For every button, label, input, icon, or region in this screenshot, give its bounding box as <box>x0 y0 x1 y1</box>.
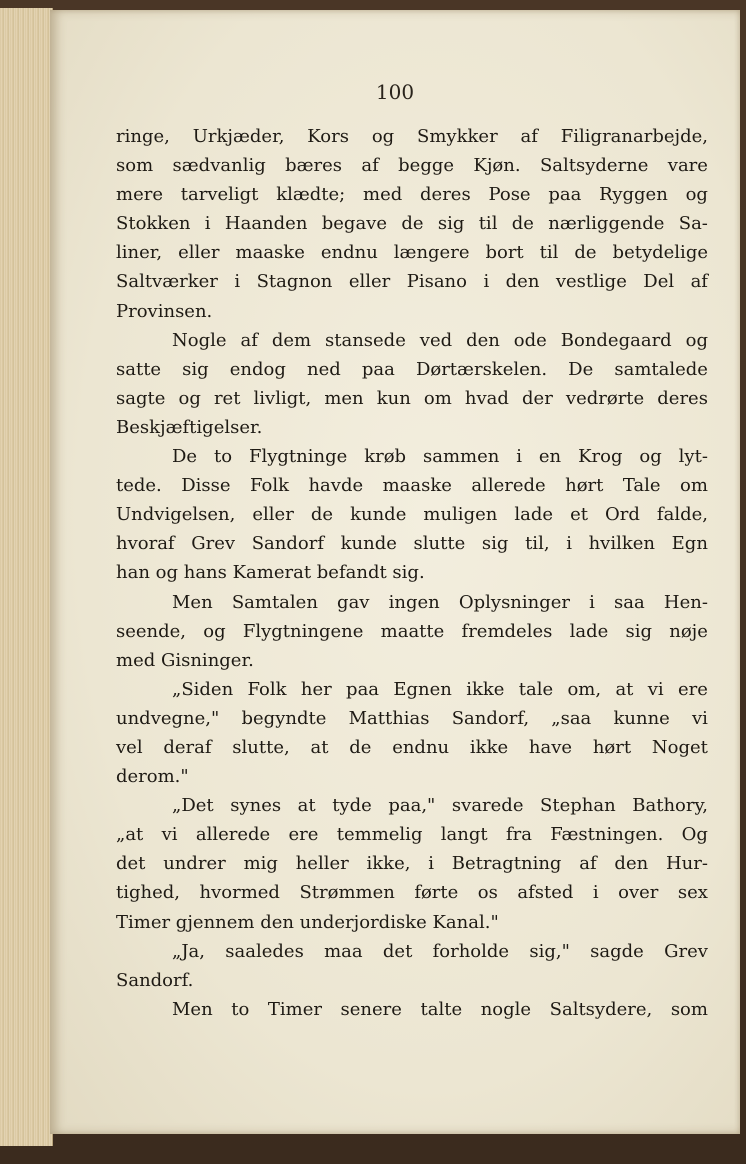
text-line: satte sig endog ned paa Dørtærskelen. De samtalede <box>116 358 708 380</box>
text-line: han og hans Kamerat befandt sig. <box>116 562 425 584</box>
text-line: Men Samtalen gav ingen Oplysninger i saa Hen- <box>172 591 708 613</box>
text-line: „Siden Folk her paa Egnen ikke tale om, at vi ere <box>172 678 708 700</box>
text-line: Stokken i Haanden begave de sig til de nærliggende Sa- <box>116 213 708 235</box>
text-line: derom." <box>116 766 189 788</box>
text-line: seende, og Flygtningene maatte fremdeles lade sig nøje <box>116 620 708 642</box>
text-line: Timer gjennem den underjordiske Kanal." <box>116 911 499 933</box>
text-line: ringe, Urkjæder, Kors og Smykker af Filigranarbejde, <box>116 126 708 147</box>
text-line: De to Flygtninge krøb sammen i en Krog og lyt- <box>172 446 708 468</box>
text-line: Sandorf. <box>116 969 194 991</box>
text-line: Provinsen. <box>116 300 213 322</box>
text-line: „Ja, saaledes maa det forholde sig," sagde Grev <box>172 940 708 962</box>
text-line: Saltværker i Stagnon eller Pisano i den vestlige Del af <box>116 271 708 293</box>
text-line: det undrer mig heller ikke, i Betragtning af den Hur- <box>116 853 708 875</box>
text-line: med Gisninger. <box>116 649 254 671</box>
book-spine-edge <box>0 8 53 1146</box>
text-line: tede. Disse Folk havde maaske allerede hørt Tale om <box>116 475 708 497</box>
text-line: sagte og ret livligt, men kun om hvad der vedrørte deres <box>116 387 708 409</box>
body-text <box>116 122 708 1024</box>
text-line: Nogle af dem stansede ved den ode Bondegaard og <box>172 329 708 351</box>
text-line: liner, eller maaske endnu længere bort til de betydelige <box>116 242 708 264</box>
text-line: tighed, hvormed Strømmen førte os afsted i over sex <box>116 882 708 904</box>
text-line: „Det synes at tyde paa," svarede Stephan Bathory, <box>172 795 708 817</box>
text-line: „at vi allerede ere temmelig langt fra Fæstningen. Og <box>116 824 708 846</box>
text-line: vel deraf slutte, at de endnu ikke have hørt Noget <box>116 736 708 758</box>
text-line: Undvigelsen, eller de kunde muligen lade et Ord falde, <box>116 504 708 526</box>
text-line: Beskjæftigelser. <box>116 416 263 438</box>
text-line: hvoraf Grev Sandorf kunde slutte sig til, i hvilken Egn <box>116 533 708 555</box>
text-line: mere tarveligt klædte; med deres Pose paa Ryggen og <box>116 184 708 206</box>
text-line: undvegne," begyndte Matthias Sandorf, „saa kunne vi <box>116 707 708 729</box>
page-number: 100 <box>375 80 415 104</box>
text-line: som sædvanlig bæres af begge Kjøn. Saltsyderne vare <box>116 155 708 177</box>
text-line: Men to Timer senere talte nogle Saltsydere, som <box>172 998 708 1020</box>
